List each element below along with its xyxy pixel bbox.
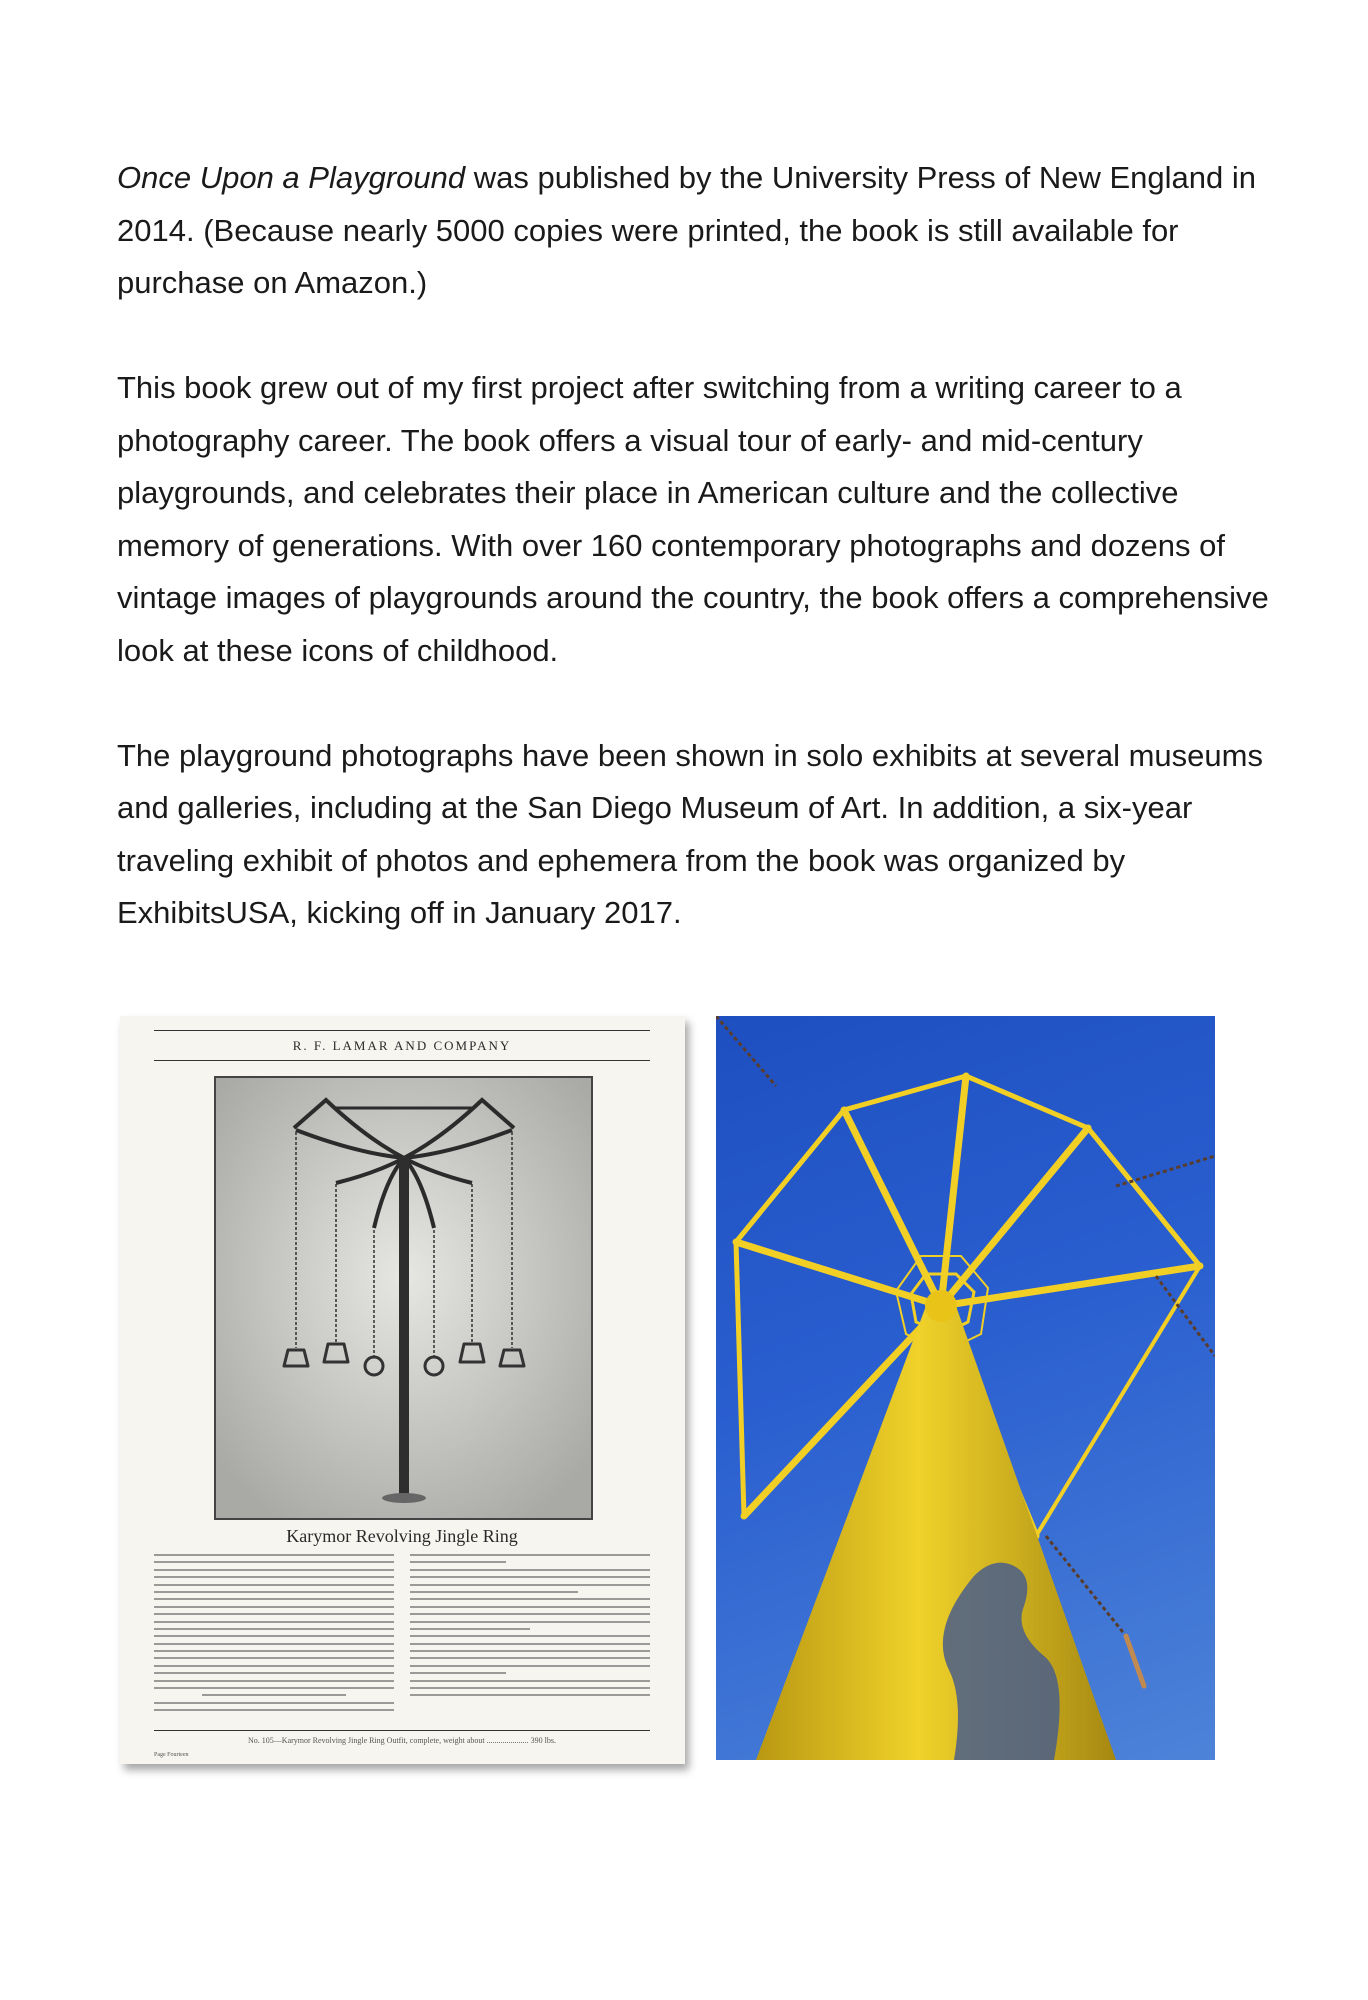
catalog-header: R. F. LAMAR AND COMPANY bbox=[292, 1038, 512, 1053]
pole-photo-drawing bbox=[716, 1016, 1215, 1760]
catalog-column-left bbox=[154, 1554, 394, 1717]
paragraph-exhibits: The playground photographs have been shown in solo exhibits at several museums and galleries, including at the San Diego Museum of Art. In addition, a six-year traveling exhibit of photos and ephemera from the book was organized by ExhibitsUSA, kicking off in January 2017. bbox=[117, 737, 1263, 930]
playground-pole-photo bbox=[716, 1016, 1215, 1760]
catalog-top-rule bbox=[154, 1030, 650, 1031]
paragraph-about-book: This book grew out of my first project after switching from a writing career to a photography career. The book offers a visual tour of early- and mid-century playgrounds, and celebrates their place in American culture and the collective memory of generations. With over 160 contemporary photographs and dozens of vintage images of playgrounds around the country, the book offers a comprehensive look at these icons of childhood. bbox=[117, 370, 1269, 668]
vintage-catalog-page-image bbox=[120, 1016, 685, 1764]
catalog-header-rule bbox=[154, 1060, 650, 1061]
catalog-page-number: Page Fourteen bbox=[154, 1752, 189, 1758]
catalog-footer: No. 105—Karymor Revolving Jingle Ring Outfit, complete, weight about ..................... 390 lbs. bbox=[248, 1736, 556, 1745]
catalog-specifications-text bbox=[154, 1554, 650, 1734]
catalog-footer-rule bbox=[154, 1730, 650, 1731]
jingle-ring-drawing bbox=[216, 1078, 591, 1518]
article-text bbox=[117, 152, 1277, 992]
paragraph-publication-text: was published by the University Press of New England in 2014. (Because nearly 5000 copies were printed, the book is still available for purchase on Amazon.) bbox=[117, 160, 1257, 300]
catalog-column-right bbox=[410, 1554, 650, 1702]
book-title: Once Upon a Playground bbox=[117, 160, 466, 195]
catalog-caption: Karymor Revolving Jingle Ring bbox=[286, 1526, 518, 1546]
paragraph-publication bbox=[117, 152, 1277, 310]
jingle-ring-illustration bbox=[214, 1076, 593, 1520]
